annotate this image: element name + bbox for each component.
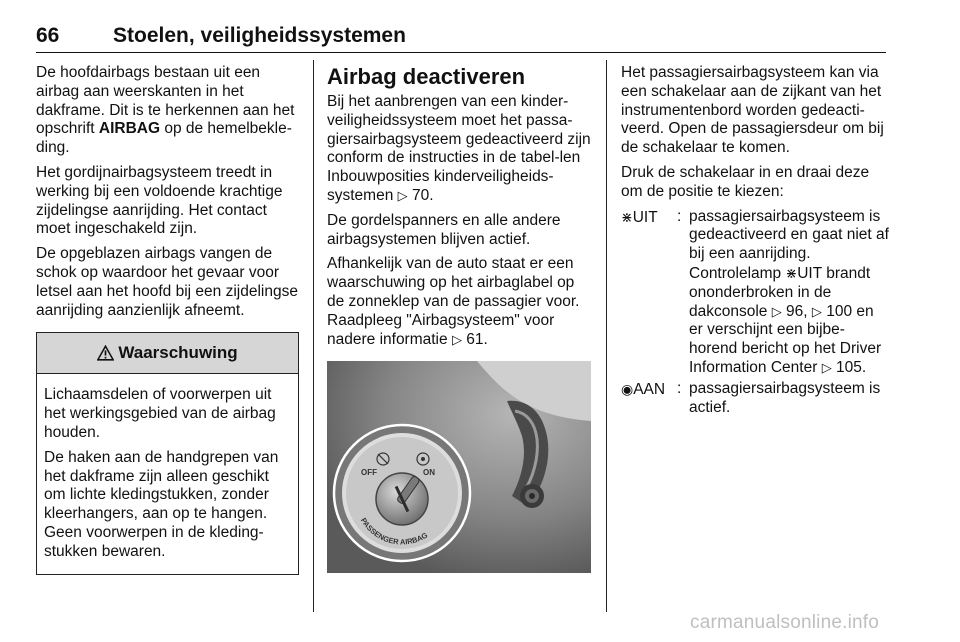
option-description: passagiersairbagsysteem is actief. xyxy=(689,379,881,416)
column-left xyxy=(36,64,300,575)
column-middle xyxy=(327,64,592,573)
column-divider xyxy=(606,60,607,612)
paragraph: Afhankelijk van de auto staat er een waarschuwing op het airbaglabel op de zonneklep van de passagier voor. Raadpleeg "Airbagsysteem" voor nadere informatie ▷ 61. xyxy=(327,255,580,348)
page-reference-icon: ▷ xyxy=(397,187,408,203)
page-reference[interactable]: 96, xyxy=(786,302,808,320)
paragraph: Druk de schakelaar in en draai deze om de positie te kiezen: xyxy=(621,163,870,200)
section-heading: Airbag deactiveren xyxy=(327,64,526,89)
option-description: passagiersairbagsysteem is gedeactiveerd en gaat niet af bij een aanrijding. Controlelamp ⋇UIT brandt ononderbroken in de dakconsole ▷ 96, ▷ 100 en er verschijnt een bijbe-horend bericht op het Driver Information Center ▷ 105. xyxy=(689,207,889,376)
warning-header xyxy=(37,333,298,374)
page-reference-icon: ▷ xyxy=(811,303,822,319)
page-reference-icon: ▷ xyxy=(771,303,782,319)
switch-on-label: ON xyxy=(423,468,435,478)
airbag-on-icon: ◉ xyxy=(621,380,634,397)
airbag-off-icon: ⋇ xyxy=(785,264,798,281)
column-divider xyxy=(313,60,314,612)
page-header xyxy=(36,20,886,53)
warning-paragraph: De haken aan de handgrepen van het dakframe zijn alleen geschikt om lichte kledingstukken, zonder kleerhangers, aan op te hangen. Geen voorwerpen in de kleding-stukken bewaren. xyxy=(44,448,279,560)
watermark: carmanualsonline.info xyxy=(690,612,880,633)
airbag-off-icon: ⋇ xyxy=(621,208,633,225)
page-reference[interactable]: 61. xyxy=(466,330,488,348)
warning-body xyxy=(37,374,298,573)
page-reference[interactable]: 70. xyxy=(411,186,434,204)
airbag-switch-illustration xyxy=(327,361,591,573)
switch-off-label: OFF xyxy=(361,468,377,478)
page-reference[interactable]: 105. xyxy=(836,358,867,376)
option-row xyxy=(621,208,889,380)
paragraph: Het passagiersairbagsysteem kan via een schakelaar aan de zijkant van het instrumentenbord worden gedeacti-veerd. Open de passagiersdeur om bij de schakelaar te komen. xyxy=(621,64,884,157)
warning-box xyxy=(36,332,299,574)
page-reference-icon: ▷ xyxy=(451,331,462,347)
option-separator: : xyxy=(677,207,682,225)
switch-options-table xyxy=(621,208,889,420)
paragraph: De hoofdairbags bestaan uit een airbag aan weerskanten in het dakframe. Dit is te herkennen aan het opschrift AIRBAG op de hemelbekle-ding. xyxy=(36,64,295,157)
option-row xyxy=(621,380,889,420)
page-number: 66 xyxy=(36,24,60,47)
paragraph: De opgeblazen airbags vangen de schok op waardoor het gevaar voor letsel aan het hoofd bij een zijdelingse aanrijding aanzienlijk afneemt. xyxy=(36,245,298,319)
switch-ring-label: PASSENGER AIRBAG xyxy=(358,516,430,547)
option-separator: : xyxy=(677,379,682,397)
paragraph: Het gordijnairbagsysteem treedt in werking bij een voldoende krachtige zijdelingse aanrijding. Het contact moet ingeschakeld zijn. xyxy=(36,163,283,238)
section-title: Stoelen, veiligheidssystemen xyxy=(113,24,406,47)
column-right xyxy=(621,64,889,419)
warning-title: Waarschuwing xyxy=(118,342,238,362)
paragraph: De gordelspanners en alle andere airbagsystemen blijven actief. xyxy=(327,211,561,248)
paragraph: Bij het aanbrengen van een kinder-veiligheidssysteem moet het passa-giersairbagsysteem gedeactiveerd zijn conform de instructies in de tabel-len Inbouwposities kinderveiligheids-systemen ▷ 70. xyxy=(327,93,591,204)
option-label: ⋇UIT xyxy=(621,208,658,226)
option-label: ◉AAN xyxy=(621,380,666,398)
warning-paragraph: Lichaamsdelen of voorwerpen uit het werkingsgebied van de airbag houden. xyxy=(44,386,276,441)
warning-triangle-icon xyxy=(97,345,114,361)
airbag-label: AIRBAG xyxy=(98,120,161,138)
page-reference[interactable]: 100 xyxy=(826,302,853,320)
page-reference-icon: ▷ xyxy=(821,359,832,375)
